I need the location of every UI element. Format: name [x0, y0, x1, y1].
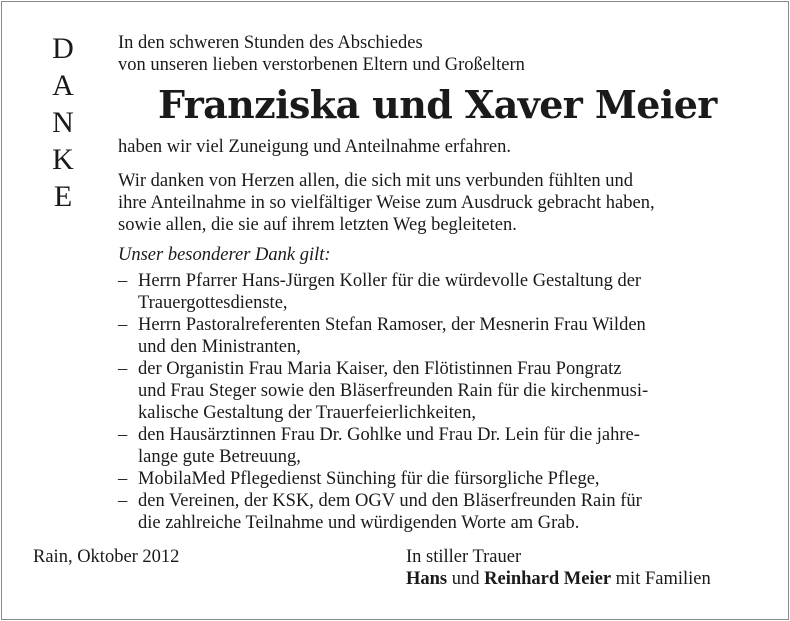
sympathy-text: haben wir viel Zuneigung und Anteilnahme erfahren. [118, 137, 511, 157]
list-line: die zahlreiche Teilnahme und würdigenden Worte am Grab. [138, 513, 580, 533]
list-line: der Organistin Frau Maria Kaiser, den Flötistinnen Frau Pongratz [138, 359, 622, 379]
list-line: lange gute Betreuung, [138, 447, 301, 467]
list-line: und Frau Steger sowie den Bläserfreunden Rain für die kirchenmusi- [138, 381, 649, 401]
conjunction: und [451, 569, 480, 589]
mourning-line: In stiller Trauer [406, 547, 522, 567]
list-line: Herrn Pfarrer Hans-Jürgen Koller für die würdevolle Gestaltung der [138, 271, 642, 291]
danke-letter: K [52, 143, 74, 176]
list-item [118, 424, 758, 468]
thanks-line: sowie allen, die sie auf ihrem letzten Weg begleiteten. [118, 215, 517, 235]
list-line: den Vereinen, der KSK, dem OGV und den Bläserfreunden Rain für [138, 491, 642, 511]
list-item [118, 314, 758, 358]
dash-bullet: – [118, 271, 128, 291]
dash-bullet: – [118, 359, 128, 379]
list-item [118, 358, 758, 424]
thanks-line: Wir danken von Herzen allen, die sich mit uns verbunden fühlten und [118, 171, 634, 191]
mourner-name: Reinhard Meier [484, 569, 612, 589]
dash-bullet: – [118, 491, 128, 511]
special-thanks-list [118, 270, 758, 534]
deceased-names: Franziska und Xaver Meier [158, 82, 717, 127]
list-line: Trauergottesdienste, [138, 293, 288, 313]
danke-letter: E [53, 180, 73, 213]
intro-text [118, 32, 758, 76]
list-line: den Hausärztinnen Frau Dr. Gohlke und Frau Dr. Lein für die jahre- [138, 425, 640, 445]
thanks-paragraph [118, 170, 758, 236]
danke-letter: A [52, 69, 74, 102]
list-line: Herrn Pastoralreferenten Stefan Ramoser, der Mesnerin Frau Wilden [138, 315, 646, 335]
mourners-signature [406, 546, 711, 590]
danke-letter: N [52, 106, 74, 139]
list-item [118, 270, 758, 314]
list-line: kalische Gestaltung der Trauerfeierlichkeiten, [138, 403, 477, 423]
thanks-line: ihre Anteilnahme in so vielfältiger Weise zum Ausdruck gebracht haben, [118, 193, 655, 213]
list-line: und den Ministranten, [138, 337, 301, 357]
danke-vertical-word [50, 30, 76, 215]
special-thanks-heading: Unser besonderer Dank gilt: [118, 245, 331, 265]
intro-line: von unseren lieben verstorbenen Eltern und Großeltern [118, 55, 525, 75]
place-date: Rain, Oktober 2012 [33, 547, 180, 567]
dash-bullet: – [118, 425, 128, 445]
notice-body [118, 32, 758, 534]
danke-letter: D [52, 32, 74, 65]
dash-bullet: – [118, 469, 128, 489]
list-line: MobilaMed Pflegedienst Sünching für die fürsorgliche Pflege, [138, 469, 600, 489]
intro-line: In den schweren Stunden des Abschiedes [118, 33, 423, 53]
list-item [118, 468, 758, 490]
mourner-name: Hans [406, 569, 448, 589]
dash-bullet: – [118, 315, 128, 335]
list-item [118, 490, 758, 534]
families-text: mit Familien [615, 569, 711, 589]
mourners-names [406, 568, 711, 590]
